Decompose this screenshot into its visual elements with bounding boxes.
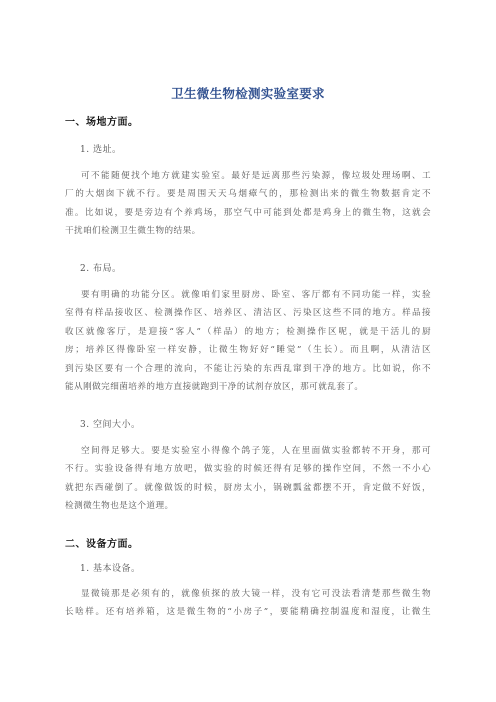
text-line: 检测微生物也是这个道理。 [65, 501, 174, 512]
text-line: 收区就像客厅，是迎接“客人”（样品）的地方；检测操作区呢，就是干活儿的厨 [65, 326, 431, 337]
section-heading-site: 一、场地方面。 [65, 117, 139, 128]
item-label-basic-equipment: 1. 基本设备。 [80, 564, 141, 574]
text-line: 不行。实验设备得有地方放吧，做实验的时候还得有足够的操作空间，不然一不小心 [65, 464, 431, 475]
paragraph-basic-equipment [65, 585, 431, 622]
paragraph-location [65, 167, 431, 241]
item-label-layout: 2. 布局。 [80, 264, 122, 274]
text-line: 室得有样品接收区、检测操作区、培养区、清洁区、污染区这些不同的地方。样品接 [65, 308, 431, 319]
text-line: 厂的大烟囱下就不行。要是周围天天乌烟瘴气的，那检测出来的微生物数据肯定不 [65, 189, 431, 200]
paragraph-layout [65, 286, 431, 396]
text-line: 就把东西碰倒了。就像做饭的时候，厨房太小，锅碗瓢盆都摆不开，肯定做不好饭， [65, 482, 431, 493]
text-line: 可不能随便找个地方就建实验室。最好是远离那些污染源，像垃圾处理场啊、工 [81, 171, 431, 181]
paragraph-space [65, 442, 431, 516]
text-line: 到污染区要有一个合理的流向，不能让污染的东西乱窜到干净的地方。比如说，你不 [65, 363, 431, 374]
item-label-location: 1. 选址。 [80, 145, 122, 155]
text-line: 能从刚做完细菌培养的地方直接就跑到干净的试剂存放区，那可就乱套了。 [65, 382, 364, 393]
text-line: 长啥样。还有培养箱，这是微生物的“小房子”，要能精确控制温度和湿度，让微生 [65, 607, 431, 618]
item-label-space: 3. 空间大小。 [80, 420, 141, 430]
text-line: 要有明确的功能分区。就像咱们家里厨房、卧室、客厅都有不同功能一样，实验 [81, 290, 431, 300]
text-line: 干扰咱们检测卫生微生物的结果。 [65, 226, 201, 237]
document-title: 卫生微生物检测实验室要求 [171, 86, 325, 101]
text-line: 房；培养区得像卧室一样安静，让微生物好好“睡觉”（生长）。而且啊，从清洁区 [65, 345, 431, 356]
text-line: 显微镜那是必须有的，就像侦探的放大镜一样，没有它可没法看清楚那些微生物 [81, 589, 431, 599]
text-line: 准。比如说，要是旁边有个养鸡场，那空气中可能到处都是鸡身上的微生物，这就会 [65, 207, 431, 218]
text-line: 空间得足够大。要是实验室小得像个鸽子笼，人在里面做实验都转不开身，那可 [81, 446, 431, 456]
section-heading-equipment: 二、设备方面。 [65, 539, 139, 550]
